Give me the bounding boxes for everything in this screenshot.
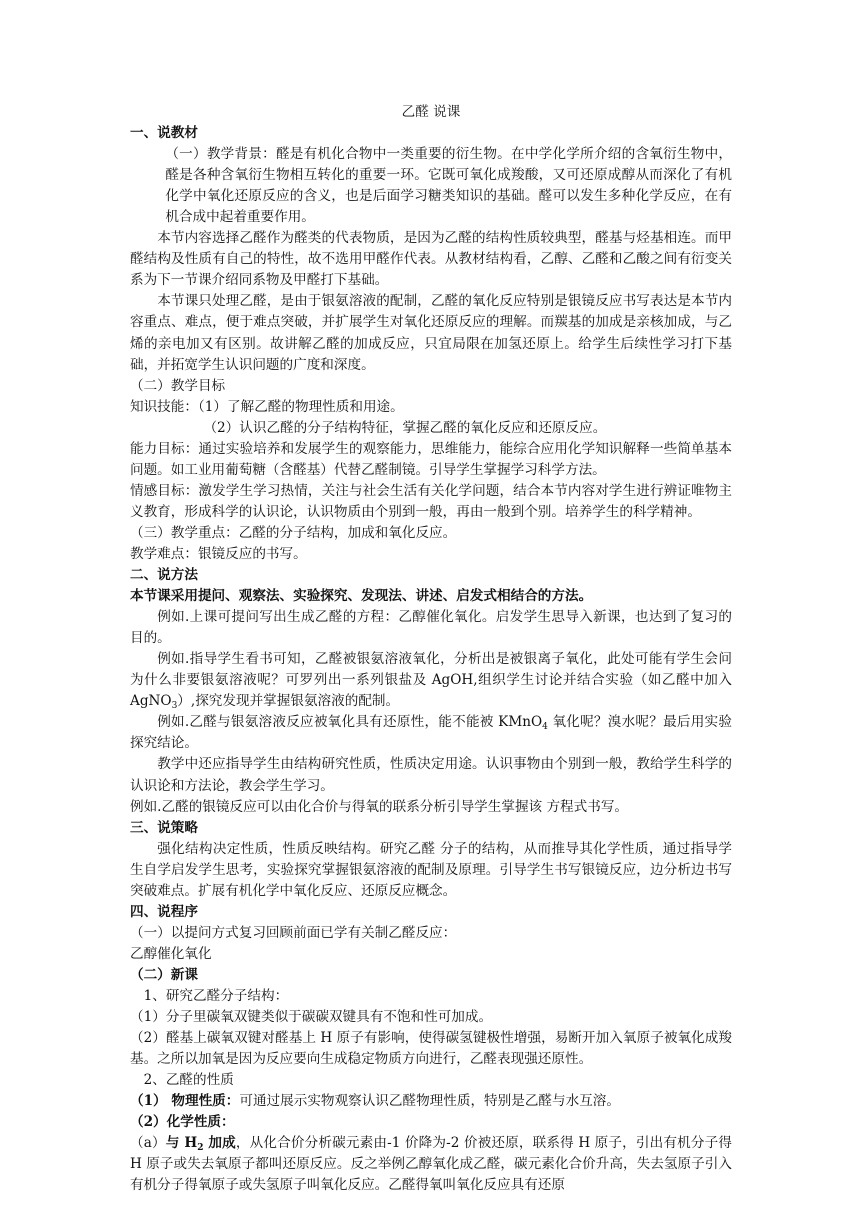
structure-point-2: （2）醛基上碳氧双键对醛基上 H 原子有影响，使得碳氢键极性增强，易断开加入氧原子被氧化成羧基。之所以加氧是因为反应要向生成稳定物质方向进行，乙醛表现强还原性。 — [130, 1030, 732, 1068]
chemical-properties-label: （2）化学性质： — [130, 1114, 235, 1131]
physical-properties-label: （1） 物理性质： — [130, 1093, 240, 1110]
method-example-2 — [130, 649, 732, 712]
section-heading-method: 二、说方法 — [130, 567, 198, 584]
hydrogen-addition — [130, 1133, 732, 1196]
knowledge-goal-2: （2）认识乙醛的分子结构特征，掌握乙醛的氧化反应和还原反应。 — [203, 419, 607, 436]
teaching-key-point: （三）教学重点：乙醛的分子结构，加成和氧化反应。 — [130, 524, 457, 541]
hydrogen-addition-text: ，从化合价分析碳元素由-1 价降为-2 价被还原，联系得 H 原子，引出有机分子得 H 原子或失去氧原子都叫还原反应。反之举例乙醇氧化成乙醛，碳元素化合价升高，失去氢原子引入有机分子得氧原子或失氢原子叫氧化反应。乙醛得氧叫氧化反应具有还原 — [130, 1135, 732, 1194]
paragraph-background: （一）教学背景：醛是有机化合物中一类重要的衍生物。在中学化学所介绍的含氧衍生物中，醛是各种含氧衍生物相互转化的重要一环。它既可氧化成羧酸，又可还原成醇从而深化了有机化学中氧化还原反应的含义，也是后面学习糖类知识的基础。醛可以发生多种化学反应，在有机合成中起着重要作用。 — [165, 146, 732, 226]
review-answer: 乙醇催化氧化 — [130, 945, 212, 962]
section-heading-teaching-material: 一、说教材 — [130, 125, 198, 142]
paragraph-representative: 本节内容选择乙醛作为醛类的代表物质，是因为乙醛的结构性质较典型，醛基与烃基相连。而甲醛结构及性质有自己的特性，故不选用甲醛作代表。从教材结构看，乙醇、乙醛和乙酸之间有衍变关系为下一节课介绍同系物及甲醛打下基础。 — [130, 230, 732, 289]
agno3-subscript: 3 — [171, 701, 178, 712]
structure-study: 1、研究乙醛分子结构： — [143, 987, 289, 1004]
emotion-goal: 情感目标：激发学生学习热情，关注与社会生活有关化学问题，结合本节内容对学生进行辨证唯物主义教育，形成科学的认识论，认识物质由个别到一般，再由一般到个别。培养学生的科学精神。 — [130, 482, 732, 520]
strategy-paragraph: 强化结构决定性质，性质反映结构。研究乙醛 分子的结构，从而推导其化学性质，通过指导学生自学启发学生思考，实验探究掌握银氨溶液的配制及原理。引导学生书写银镜反应，边分析边书写突破难点。扩展有机化学中氧化反应、还原反应概念。 — [130, 840, 732, 899]
teaching-difficulty: 教学难点：银镜反应的书写。 — [130, 545, 307, 562]
method-intro: 本节课采用提问、观察法、实验探究、发现法、讲述、启发式相结合的方法。 — [130, 588, 593, 605]
h2-addition-label-end: 加成 — [203, 1135, 236, 1152]
kmno4-subscript: 4 — [542, 722, 548, 733]
method-paragraph-structure: 教学中还应指导学生由结构研究性质，性质决定用途。认识事物由个别到一般，教给学生科学的认识论和方法论，教会学生学习。 — [130, 756, 732, 794]
method-example-4: 例如.乙醛的银镜反应可以由化合价与得氧的联系分析引导学生掌握该 方程式书写。 — [130, 798, 629, 815]
physical-properties — [130, 1091, 732, 1112]
example-3-text: 例如.乙醛与银氨溶液反应被氧化具有还原性，能不能被 KMnO — [157, 714, 543, 731]
h2-addition-label: 与 H — [165, 1135, 198, 1152]
example-3-end: 氧化呢？溴水呢？最后用实验探究结论。 — [130, 714, 732, 752]
item-a-prefix: （a） — [130, 1135, 166, 1152]
document-body — [130, 102, 732, 1196]
goals-heading: （二）教学目标 — [130, 377, 226, 394]
properties-heading: 2、乙醛的性质 — [143, 1072, 234, 1089]
ability-goal: 能力目标：通过实验培养和发展学生的观察能力，思维能力，能综合应用化学知识解释一些简单基本问题。如工业用葡萄糖（含醛基）代替乙醛制镜。引导学生掌握学习科学方法。 — [130, 440, 732, 478]
example-2-end: ）,探究发现并掌握银氨溶液的配制。 — [177, 693, 400, 710]
paragraph-scope: 本节课只处理乙醛，是由于银氨溶液的配制，乙醛的氧化反应特别是银镜反应书写表达是本节内容重点、难点，便于难点突破，并扩展学生对氧化还原反应的理解。而羰基的加成是亲核加成，与乙烯的亲电加又有区别。故讲解乙醛的加成反应，只宜局限在加氢还原上。给学生后续性学习打下基础，并拓宽学生认识问题的广度和深度。 — [130, 293, 732, 373]
method-example-1: 例如.上课可提问写出生成乙醛的方程：乙醇催化氧化。启发学生思导入新课，也达到了复习的目的。 — [130, 609, 732, 647]
example-2-text: 例如.指导学生看书可知，乙醛被银氨溶液氧化，分析出是被银离子氧化，此处可能有学生会问为什么非要银氨溶液呢？可罗列出一系列银盐及 AgOH,组织学生讨论并结合实验（如乙醛中加入 AgNO — [130, 651, 732, 710]
document-title: 乙醛 说课 — [401, 104, 461, 120]
h2-subscript: 2 — [197, 1143, 204, 1154]
physical-properties-text: 可通过展示实物观察认识乙醛物理性质，特别是乙醛与水互溶。 — [239, 1093, 620, 1110]
section-heading-strategy: 三、说策略 — [130, 819, 198, 836]
new-lesson-heading: （二）新课 — [130, 966, 198, 983]
method-example-3 — [130, 712, 732, 754]
section-heading-procedure: 四、说程序 — [130, 903, 198, 920]
structure-point-1: （1）分子里碳氧双键类似于碳碳双键具有不饱和性可加成。 — [130, 1009, 493, 1026]
review-question: （一）以提问方式复习回顾前面已学有关制乙醛反应： — [130, 924, 457, 941]
knowledge-goal-1: 知识技能：（1）了解乙醛的物理性质和用途。 — [130, 398, 404, 415]
